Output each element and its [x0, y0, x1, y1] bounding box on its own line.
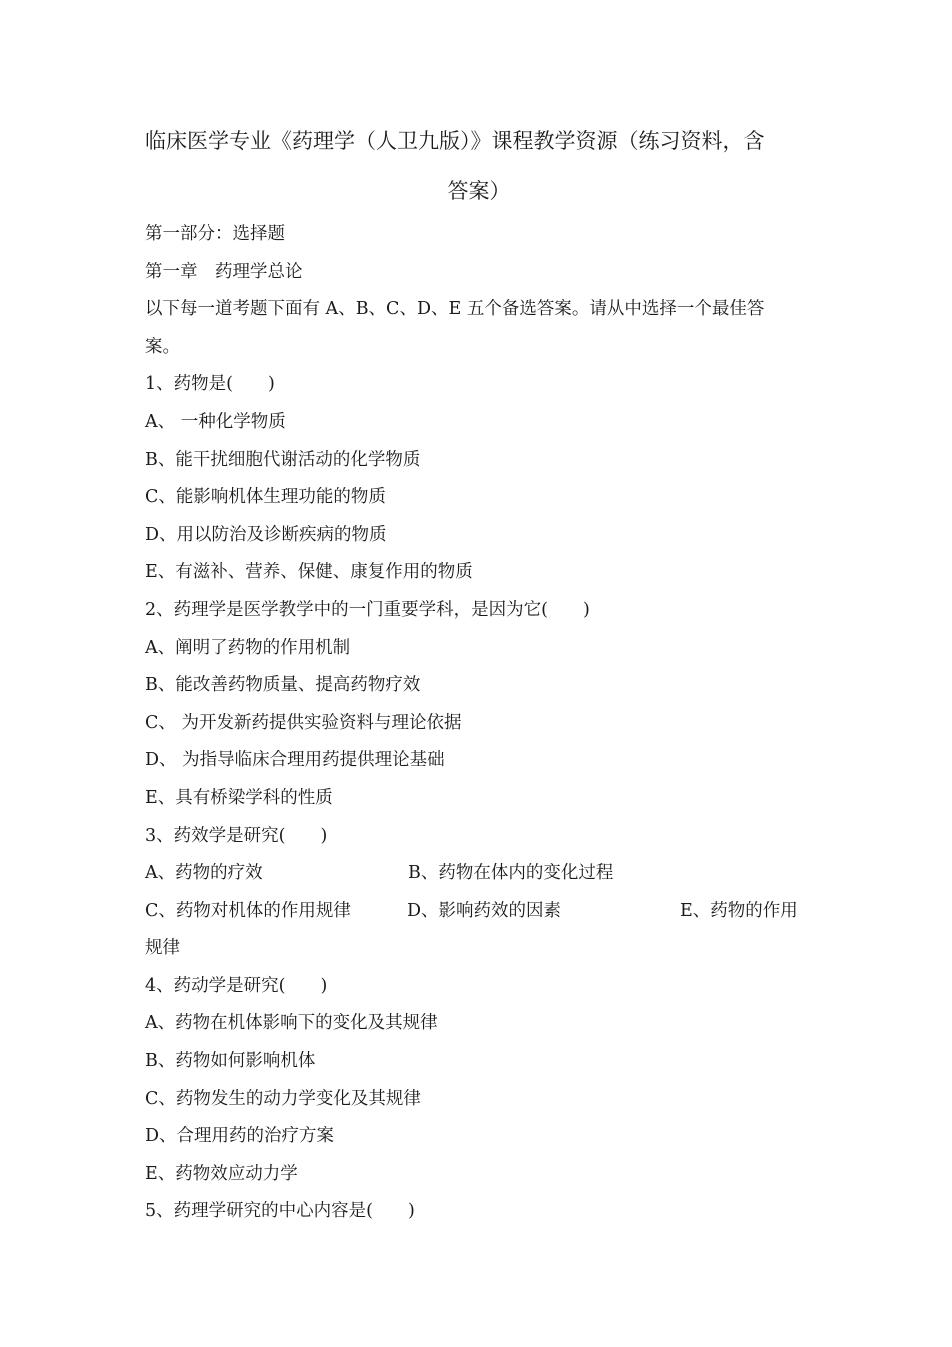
question-2-option-a: A、阐明了药物的作用机制: [145, 637, 351, 658]
document-title-line-1: 临床医学专业《药理学（人卫九版）》课程教学资源（练习资料，含: [145, 129, 765, 153]
question-1-option-a: A、 一种化学物质: [145, 411, 286, 432]
question-1-option-b: B、能干扰细胞代谢活动的化学物质: [145, 449, 421, 470]
question-1-option-c: C、能影响机体生理功能的物质: [145, 487, 386, 508]
question-3-stem: 3、药效学是研究( ): [145, 825, 328, 846]
question-4-stem: 4、药动学是研究( ): [145, 975, 328, 996]
instructions-line-2: 案。: [145, 336, 180, 357]
question-5-stem: 5、药理学研究的中心内容是( ): [145, 1201, 415, 1222]
question-2-option-d: D、 为指导临床合理用药提供理论基础: [145, 750, 445, 771]
question-4-option-a: A、药物在机体影响下的变化及其规律: [145, 1013, 438, 1034]
question-2-option-b: B、能改善药物质量、提高药物疗效: [145, 675, 421, 696]
question-4-option-c: C、药物发生的动力学变化及其规律: [145, 1088, 421, 1109]
question-4-option-d: D、合理用药的治疗方案: [145, 1126, 335, 1147]
question-2-option-c: C、 为开发新药提供实验资料与理论依据: [145, 712, 462, 733]
question-3-option-a: A、药物的疗效: [145, 863, 263, 884]
question-3-option-e-continued: 规律: [145, 938, 180, 959]
question-3-options-row-2: [145, 897, 813, 935]
chapter-heading: 第一章 药理学总论: [145, 261, 303, 282]
part-heading: 第一部分：选择题: [145, 224, 285, 244]
document-body: [145, 220, 813, 1235]
question-1-option-d: D、用以防治及诊断疾病的物质: [145, 524, 387, 545]
question-2-stem: 2、药理学是医学教学中的一门重要学科，是因为它( ): [145, 599, 590, 620]
question-2-option-e: E、具有桥梁学科的性质: [145, 787, 333, 808]
question-3-option-c: C、药物对机体的作用规律: [145, 900, 351, 921]
question-1-stem: 1、药物是( ): [145, 374, 275, 395]
question-3-option-e: E、药物的作用: [680, 900, 798, 921]
question-3-options-row-1: [145, 859, 813, 897]
instructions-line-1: 以下每一道考题下面有 A、B、C、D、E 五个备选答案。请从中选择一个最佳答: [145, 299, 765, 320]
question-3-option-b: B、药物在体内的变化过程: [408, 863, 614, 884]
question-4-option-b: B、药物如何影响机体: [145, 1051, 316, 1072]
document-title-line-2: 答案）: [447, 179, 511, 203]
question-3-option-d: D、影响药效的因素: [407, 900, 562, 921]
question-1-option-e: E、有滋补、营养、保健、康复作用的物质: [145, 562, 473, 583]
question-4-option-e: E、药物效应动力学: [145, 1163, 298, 1184]
